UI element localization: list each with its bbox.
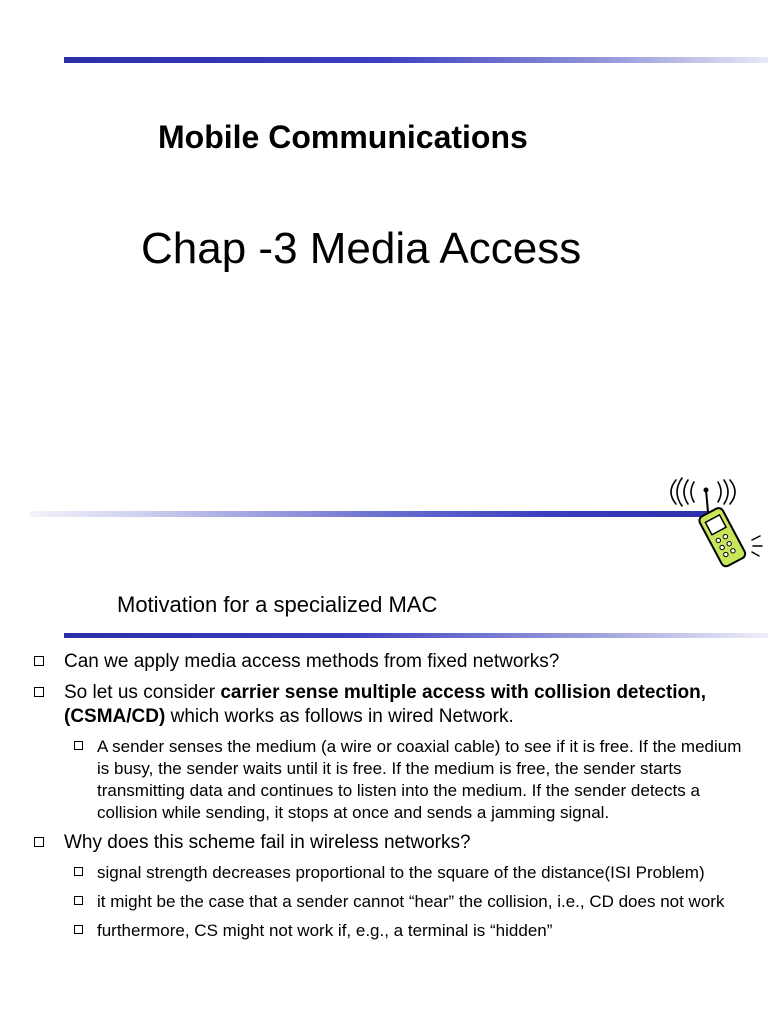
- sub-bullet-item: [34, 862, 749, 884]
- bullet-text-bold: carrier sense multiple access with collision detection, (CSMA/CD): [64, 682, 707, 727]
- sub-bullet-text: furthermore, CS might not work if, e.g., a terminal is “hidden”: [97, 921, 553, 940]
- section-title: Motivation for a specialized MAC: [117, 592, 438, 617]
- square-bullet-icon: [74, 925, 83, 934]
- slide-subtitle: Chap -3 Media Access: [141, 224, 582, 273]
- bullet-item: [34, 650, 749, 674]
- square-bullet-icon: [34, 837, 44, 847]
- mobile-phone-icon: [660, 470, 765, 575]
- square-bullet-icon: [74, 896, 83, 905]
- sub-bullet-text: it might be the case that a sender cannot “hear” the collision, i.e., CD does not work: [97, 892, 725, 911]
- bullet-list: [34, 650, 749, 949]
- square-bullet-icon: [34, 656, 44, 666]
- square-bullet-icon: [74, 741, 83, 750]
- sub-bullet-item: [34, 891, 749, 913]
- bullet-text: Can we apply media access methods from fixed networks?: [64, 651, 560, 672]
- sub-bullet-text: A sender senses the medium (a wire or coaxial cable) to see if it is free. If the medium is busy, the sender waits until it is free. If the medium is free, the sender starts transmitting data and continues to listen into the medium. If the sender detects a collision while sending, it stops at once and sends a jamming signal.: [97, 737, 742, 822]
- bullet-item: [34, 681, 749, 729]
- sub-bullet-item: [34, 736, 749, 824]
- bullet-text-lead: So let us consider: [64, 682, 221, 703]
- bullet-text: Why does this scheme fail in wireless networks?: [64, 832, 471, 853]
- section-divider: [64, 633, 768, 638]
- square-bullet-icon: [74, 867, 83, 876]
- slide-title: Mobile Communications: [158, 119, 528, 155]
- top-divider: [64, 57, 768, 63]
- bullet-text-tail: which works as follows in wired Network.: [165, 706, 514, 727]
- sub-bullet-item: [34, 920, 749, 942]
- sub-bullet-text: signal strength decreases proportional to the square of the distance(ISI Problem): [97, 863, 705, 882]
- square-bullet-icon: [34, 687, 44, 697]
- bullet-item: [34, 831, 749, 855]
- slide-divider: [30, 511, 720, 517]
